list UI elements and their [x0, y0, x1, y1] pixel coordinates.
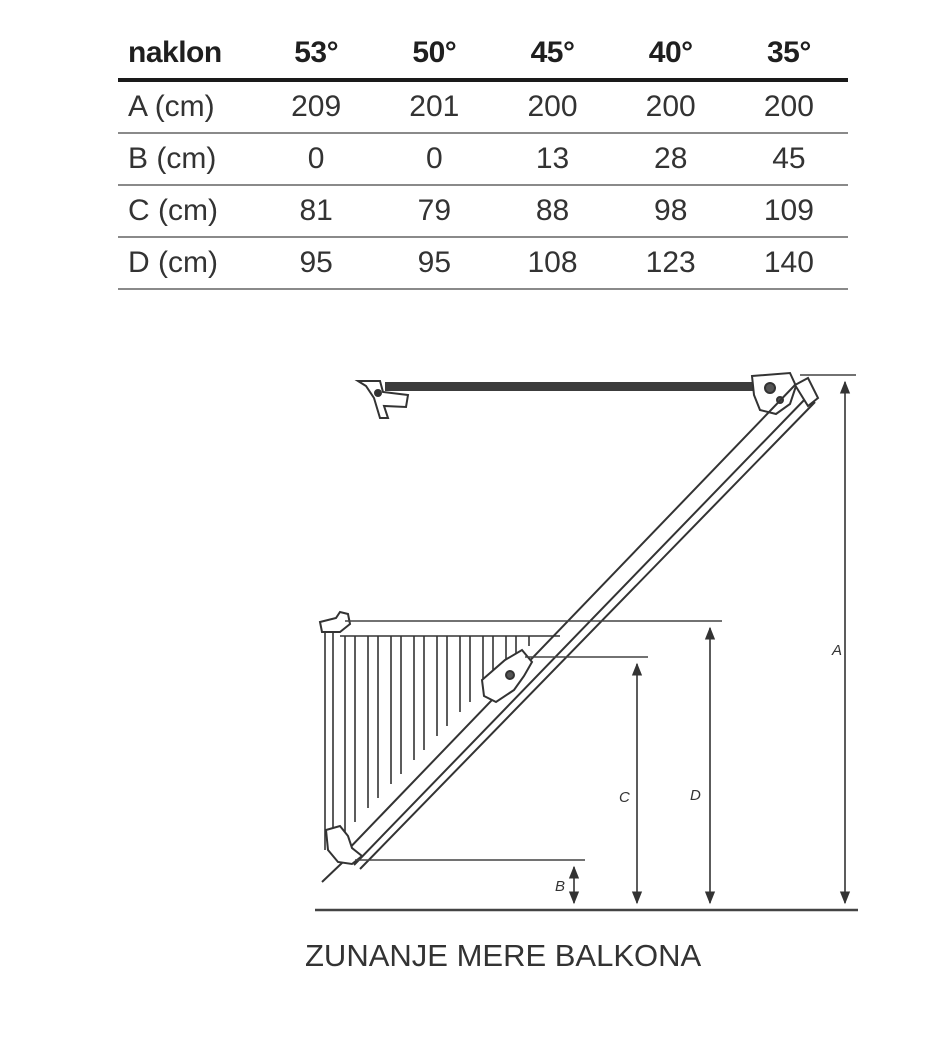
table-cell: 79 — [375, 185, 493, 237]
top-rail — [385, 382, 760, 391]
table-cell: 200 — [612, 80, 730, 133]
row-label: C (cm) — [118, 185, 257, 237]
table-cell: 0 — [375, 133, 493, 185]
row-label: A (cm) — [118, 80, 257, 133]
dimension-label-b: B — [555, 878, 566, 895]
table-cell: 123 — [612, 237, 730, 289]
header-angle: 35° — [730, 28, 848, 80]
table-cell: 140 — [730, 237, 848, 289]
dimension-label-c: C — [619, 789, 630, 806]
table-cell: 45 — [730, 133, 848, 185]
header-angle: 45° — [493, 28, 611, 80]
table-cell: 200 — [730, 80, 848, 133]
diagram-caption: ZUNANJE MERE BALKONA — [305, 938, 702, 973]
row-label: D (cm) — [118, 237, 257, 289]
table-cell: 209 — [257, 80, 375, 133]
table-cell: 109 — [730, 185, 848, 237]
header-angle: 53° — [257, 28, 375, 80]
table-cell: 200 — [493, 80, 611, 133]
table-cell: 95 — [257, 237, 375, 289]
panel-bottom-bracket — [326, 826, 362, 864]
table-cell: 95 — [375, 237, 493, 289]
table-cell: 88 — [493, 185, 611, 237]
dimension-label-a: A — [832, 642, 843, 659]
dimension-label-d: D — [690, 787, 701, 804]
table-cell: 201 — [375, 80, 493, 133]
table-cell: 81 — [257, 185, 375, 237]
table-cell: 13 — [493, 133, 611, 185]
reference-lines — [345, 375, 856, 860]
panel-top-bracket — [320, 612, 350, 632]
table-cell: 0 — [257, 133, 375, 185]
arm-joint-bracket — [482, 650, 532, 702]
header-naklon: naklon — [118, 28, 257, 80]
table-cell: 28 — [612, 133, 730, 185]
row-label: B (cm) — [118, 133, 257, 185]
table-cell: 108 — [493, 237, 611, 289]
table-cell: 98 — [612, 185, 730, 237]
awning-arm — [322, 378, 818, 882]
header-angle: 40° — [612, 28, 730, 80]
header-angle: 50° — [375, 28, 493, 80]
